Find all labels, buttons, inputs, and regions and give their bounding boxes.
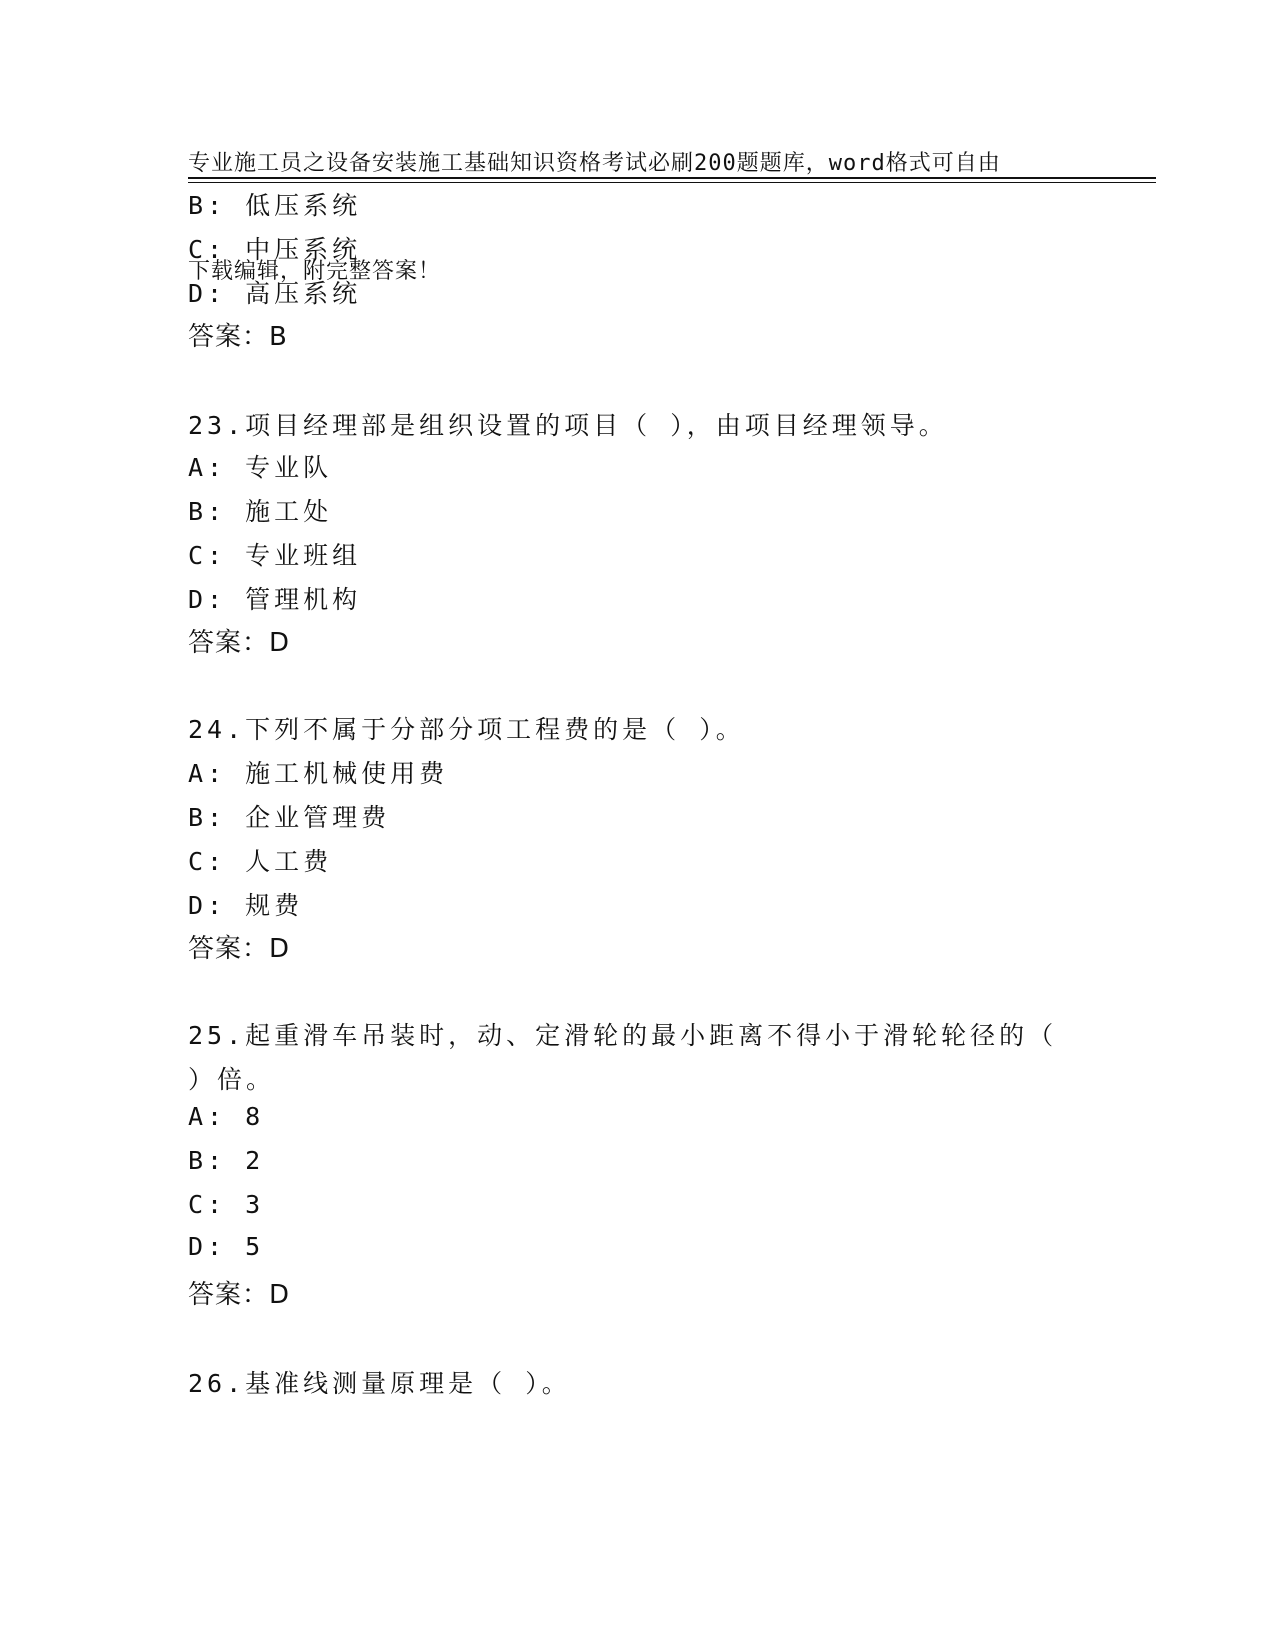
q24-option-a: A: 施工机械使用费	[188, 759, 449, 788]
q25-option-a: A: 8	[188, 1102, 265, 1131]
q22-answer: 答案：B	[188, 322, 288, 352]
q24-answer: 答案：D	[188, 934, 291, 964]
q23-option-a: A: 专业队	[188, 453, 333, 482]
q23-answer: 答案：D	[188, 628, 291, 658]
q25-question-line-2: ）倍。	[188, 1065, 276, 1094]
q22-option-c: C: 中压系统	[188, 235, 362, 264]
q23-option-c: C: 专业班组	[188, 541, 362, 570]
header-rule-thin	[188, 182, 1156, 183]
header-title-line-2: 下载编辑，附完整答案！	[188, 259, 442, 284]
q23-option-b: B: 施工处	[188, 497, 333, 526]
header-rule-thick	[188, 177, 1156, 179]
q25-question-line-1: 25.起重滑车吊装时，动、定滑轮的最小距离不得小于滑轮轮径的（	[188, 1021, 1058, 1050]
q25-option-b: B: 2	[188, 1146, 265, 1175]
q24-option-c: C: 人工费	[188, 847, 333, 876]
q25-option-c: C: 3	[188, 1190, 265, 1219]
q22-option-d: D: 高压系统	[188, 279, 362, 308]
header-title-line-1: 专业施工员之设备安装施工基础知识资格考试必刷200题题库，word格式可自由	[188, 151, 1001, 176]
q24-question: 24.下列不属于分部分项工程费的是（ ）。	[188, 715, 745, 744]
q23-question: 23.项目经理部是组织设置的项目（ ），由项目经理领导。	[188, 411, 948, 440]
q22-option-b: B: 低压系统	[188, 191, 362, 220]
q25-answer: 答案：D	[188, 1280, 291, 1310]
q23-option-d: D: 管理机构	[188, 585, 362, 614]
q24-option-d: D: 规费	[188, 891, 304, 920]
q26-question: 26.基准线测量原理是（ ）。	[188, 1369, 571, 1398]
q24-option-b: B: 企业管理费	[188, 803, 391, 832]
q25-option-d: D: 5	[188, 1232, 265, 1261]
